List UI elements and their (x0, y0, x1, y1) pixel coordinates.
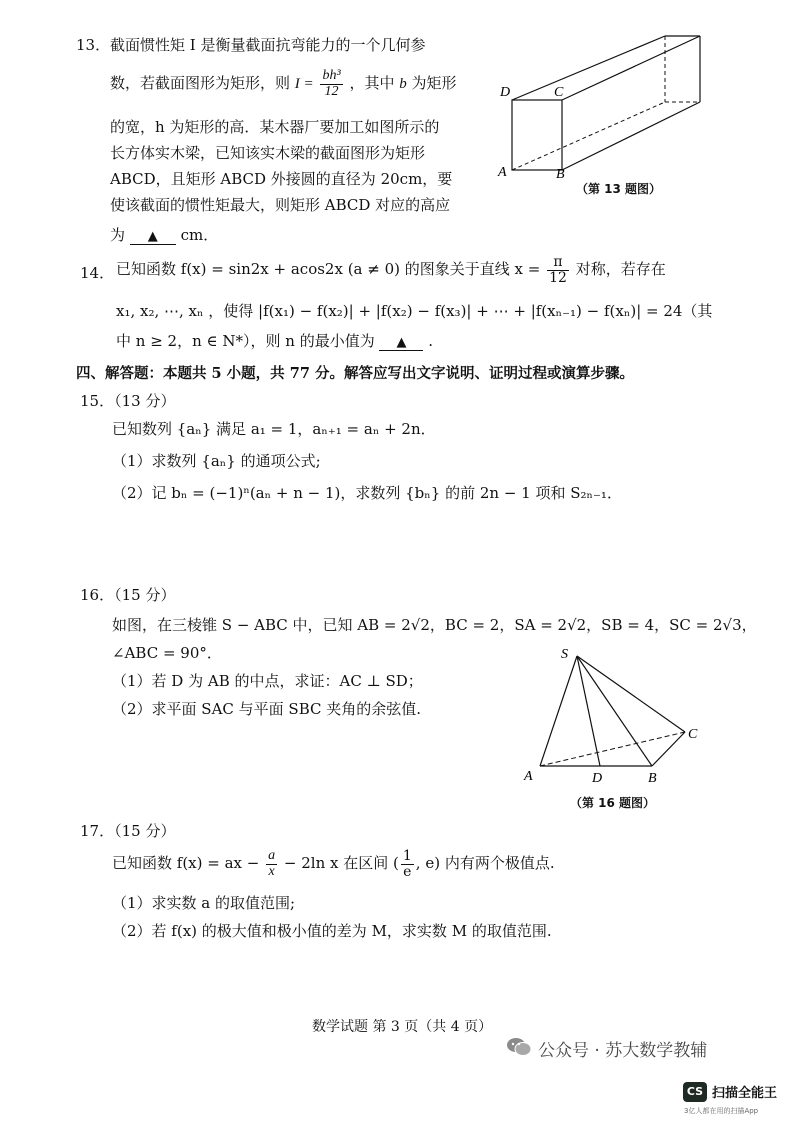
q13-var-b: b (399, 76, 407, 92)
q16-part1: （1）若 D 为 AB 的中点，求证：AC ⊥ SD； (112, 672, 423, 690)
scanner-subtitle: 3亿人都在用的扫描App (684, 1107, 759, 1115)
q17-part2: （2）若 f(x) 的极大值和极小值的差为 M，求实数 M 的取值范围. (112, 922, 552, 940)
q16-caption: （第 16 题图） (570, 796, 656, 810)
label-S: S (561, 647, 568, 662)
q13-line6: 使该截面的惯性矩最大，则矩形 ABCD 对应的高应 (110, 196, 451, 214)
q14-line3 (116, 330, 433, 351)
q13-line7 (110, 224, 218, 245)
q13-caption: （第 13 题图） (576, 182, 662, 196)
q13-formula-numerator: bh³ (322, 67, 341, 83)
q14-pi: π (547, 255, 569, 271)
q13-line2-c: 为矩形 (411, 74, 457, 92)
wechat-icon (506, 1036, 532, 1058)
q15-part1: （1）求数列 {aₙ} 的通项公式; (112, 452, 321, 470)
scanner-title: 扫描全能王 (712, 1086, 778, 1101)
q17-fraction-1-over-e (401, 849, 414, 879)
q13-line4: 长方体实木梁，已知该实木梁的截面图形为矩形 (110, 144, 426, 162)
q14-pi-fraction (547, 255, 569, 285)
q13-line3: 的宽，h 为矩形的高．某木器厂要加工如图所示的 (110, 118, 440, 136)
q17-frac-a-den: x (268, 863, 275, 879)
q17-stem-c: , e) 内有两个极值点. (415, 854, 555, 872)
q17-stem-b: − 2ln x 在区间 ( (283, 854, 399, 872)
label-B: B (648, 771, 657, 786)
q17-number: 17．（15 分） (80, 822, 176, 840)
q16-stem1: 如图，在三棱锥 S − ABC 中，已知 AB = 2√2，BC = 2，SA = 2√2，SB = 4，SC = 2√3， (112, 616, 757, 634)
q13-beam-figure (490, 26, 720, 202)
q14-line1-b: 对称，若存在 (575, 260, 666, 278)
q13-line7-c: cm． (180, 226, 219, 244)
q15-stem: 已知数列 {aₙ} 满足 a₁ = 1，aₙ₊₁ = aₙ + 2n． (112, 420, 436, 438)
q14-line2: x₁, x₂, ⋯, xₙ ，使得 |f(x₁) − f(x₂)| + |f(x₂) − f(x₃)| + ⋯ + |f(xₙ₋₁) − f(xₙ)| = 24（其 (116, 302, 713, 320)
q15-part2: （2）记 bₙ = (−1)ⁿ(aₙ + n − 1)，求数列 {bₙ} 的前 2n − 1 项和 S₂ₙ₋₁． (112, 484, 622, 502)
beam-front-face (512, 100, 562, 170)
q17-frac-a-num: a (268, 847, 276, 863)
q16-number: 16．（15 分） (80, 586, 176, 604)
label-A: A (524, 769, 533, 784)
q17-frac-b-num: 1 (402, 847, 412, 864)
q13-line7-a: 为 (110, 226, 126, 244)
q13-line2 (110, 66, 457, 101)
label-D: D (592, 771, 603, 786)
q17-part1: （1）求实数 a 的取值范围; (112, 894, 296, 912)
q13-formula-denominator: 12 (324, 83, 339, 99)
section-4-heading: 四、解答题：本题共 5 小题，共 77 分。解答应写出文字说明、证明过程或演算步骤。 (76, 365, 634, 382)
q14-line3-a: 中 n ≥ 2，n ∈ N*），则 n 的最小值为 (116, 332, 375, 350)
q16-pyramid-figure (520, 640, 710, 788)
q14-line3-c: . (428, 332, 434, 350)
q13-line1: 截面惯性矩 I 是衡量截面抗弯能力的一个几何参 (110, 36, 426, 54)
q13-formula-fraction (320, 69, 342, 99)
q13-formula-lhs: I = (294, 76, 314, 92)
q16-part2: （2）求平面 SAC 与平面 SBC 夹角的余弦值. (112, 700, 422, 718)
q13-number: 13． (76, 36, 111, 54)
q13-line2-a: 数，若截面图形为矩形，则 (110, 74, 291, 92)
triangle-icon: ▲ (396, 335, 407, 350)
q14-line1-a: 已知函数 f(x) = sin2x + acos2x (a ≠ 0) 的图象关于直线 x = (116, 260, 541, 278)
label-D: D (500, 85, 511, 100)
label-C: C (554, 85, 564, 100)
q13-line5: ABCD，且矩形 ABCD 外接圆的直径为 20cm，要 (110, 170, 453, 188)
q13-answer-blank (130, 226, 176, 245)
q17-fraction-a-over-x (266, 849, 277, 879)
watermark-text: 公众号 · 苏大数学教辅 (538, 1041, 708, 1061)
label-B: B (556, 167, 565, 182)
camscanner-logo-icon: CS (683, 1082, 707, 1102)
page-footer: 数学试题 第 3 页（共 4 页） (312, 1019, 493, 1035)
q14-twelve: 12 (549, 269, 567, 286)
q17-frac-b-den: e (403, 863, 412, 880)
q17-stem (112, 846, 555, 880)
q16-stem2: ∠ABC = 90°． (112, 644, 222, 662)
q17-stem-a: 已知函数 f(x) = ax − (112, 854, 260, 872)
triangle-icon: ▲ (147, 229, 158, 244)
q14-answer-blank (379, 332, 423, 351)
label-C: C (688, 727, 698, 742)
q13-line2-b: ，其中 (349, 74, 395, 92)
q15-number: 15．（13 分） (80, 392, 176, 410)
label-A: A (498, 165, 507, 180)
q14-line1 (116, 252, 666, 286)
q14-number: 14． (80, 264, 115, 282)
